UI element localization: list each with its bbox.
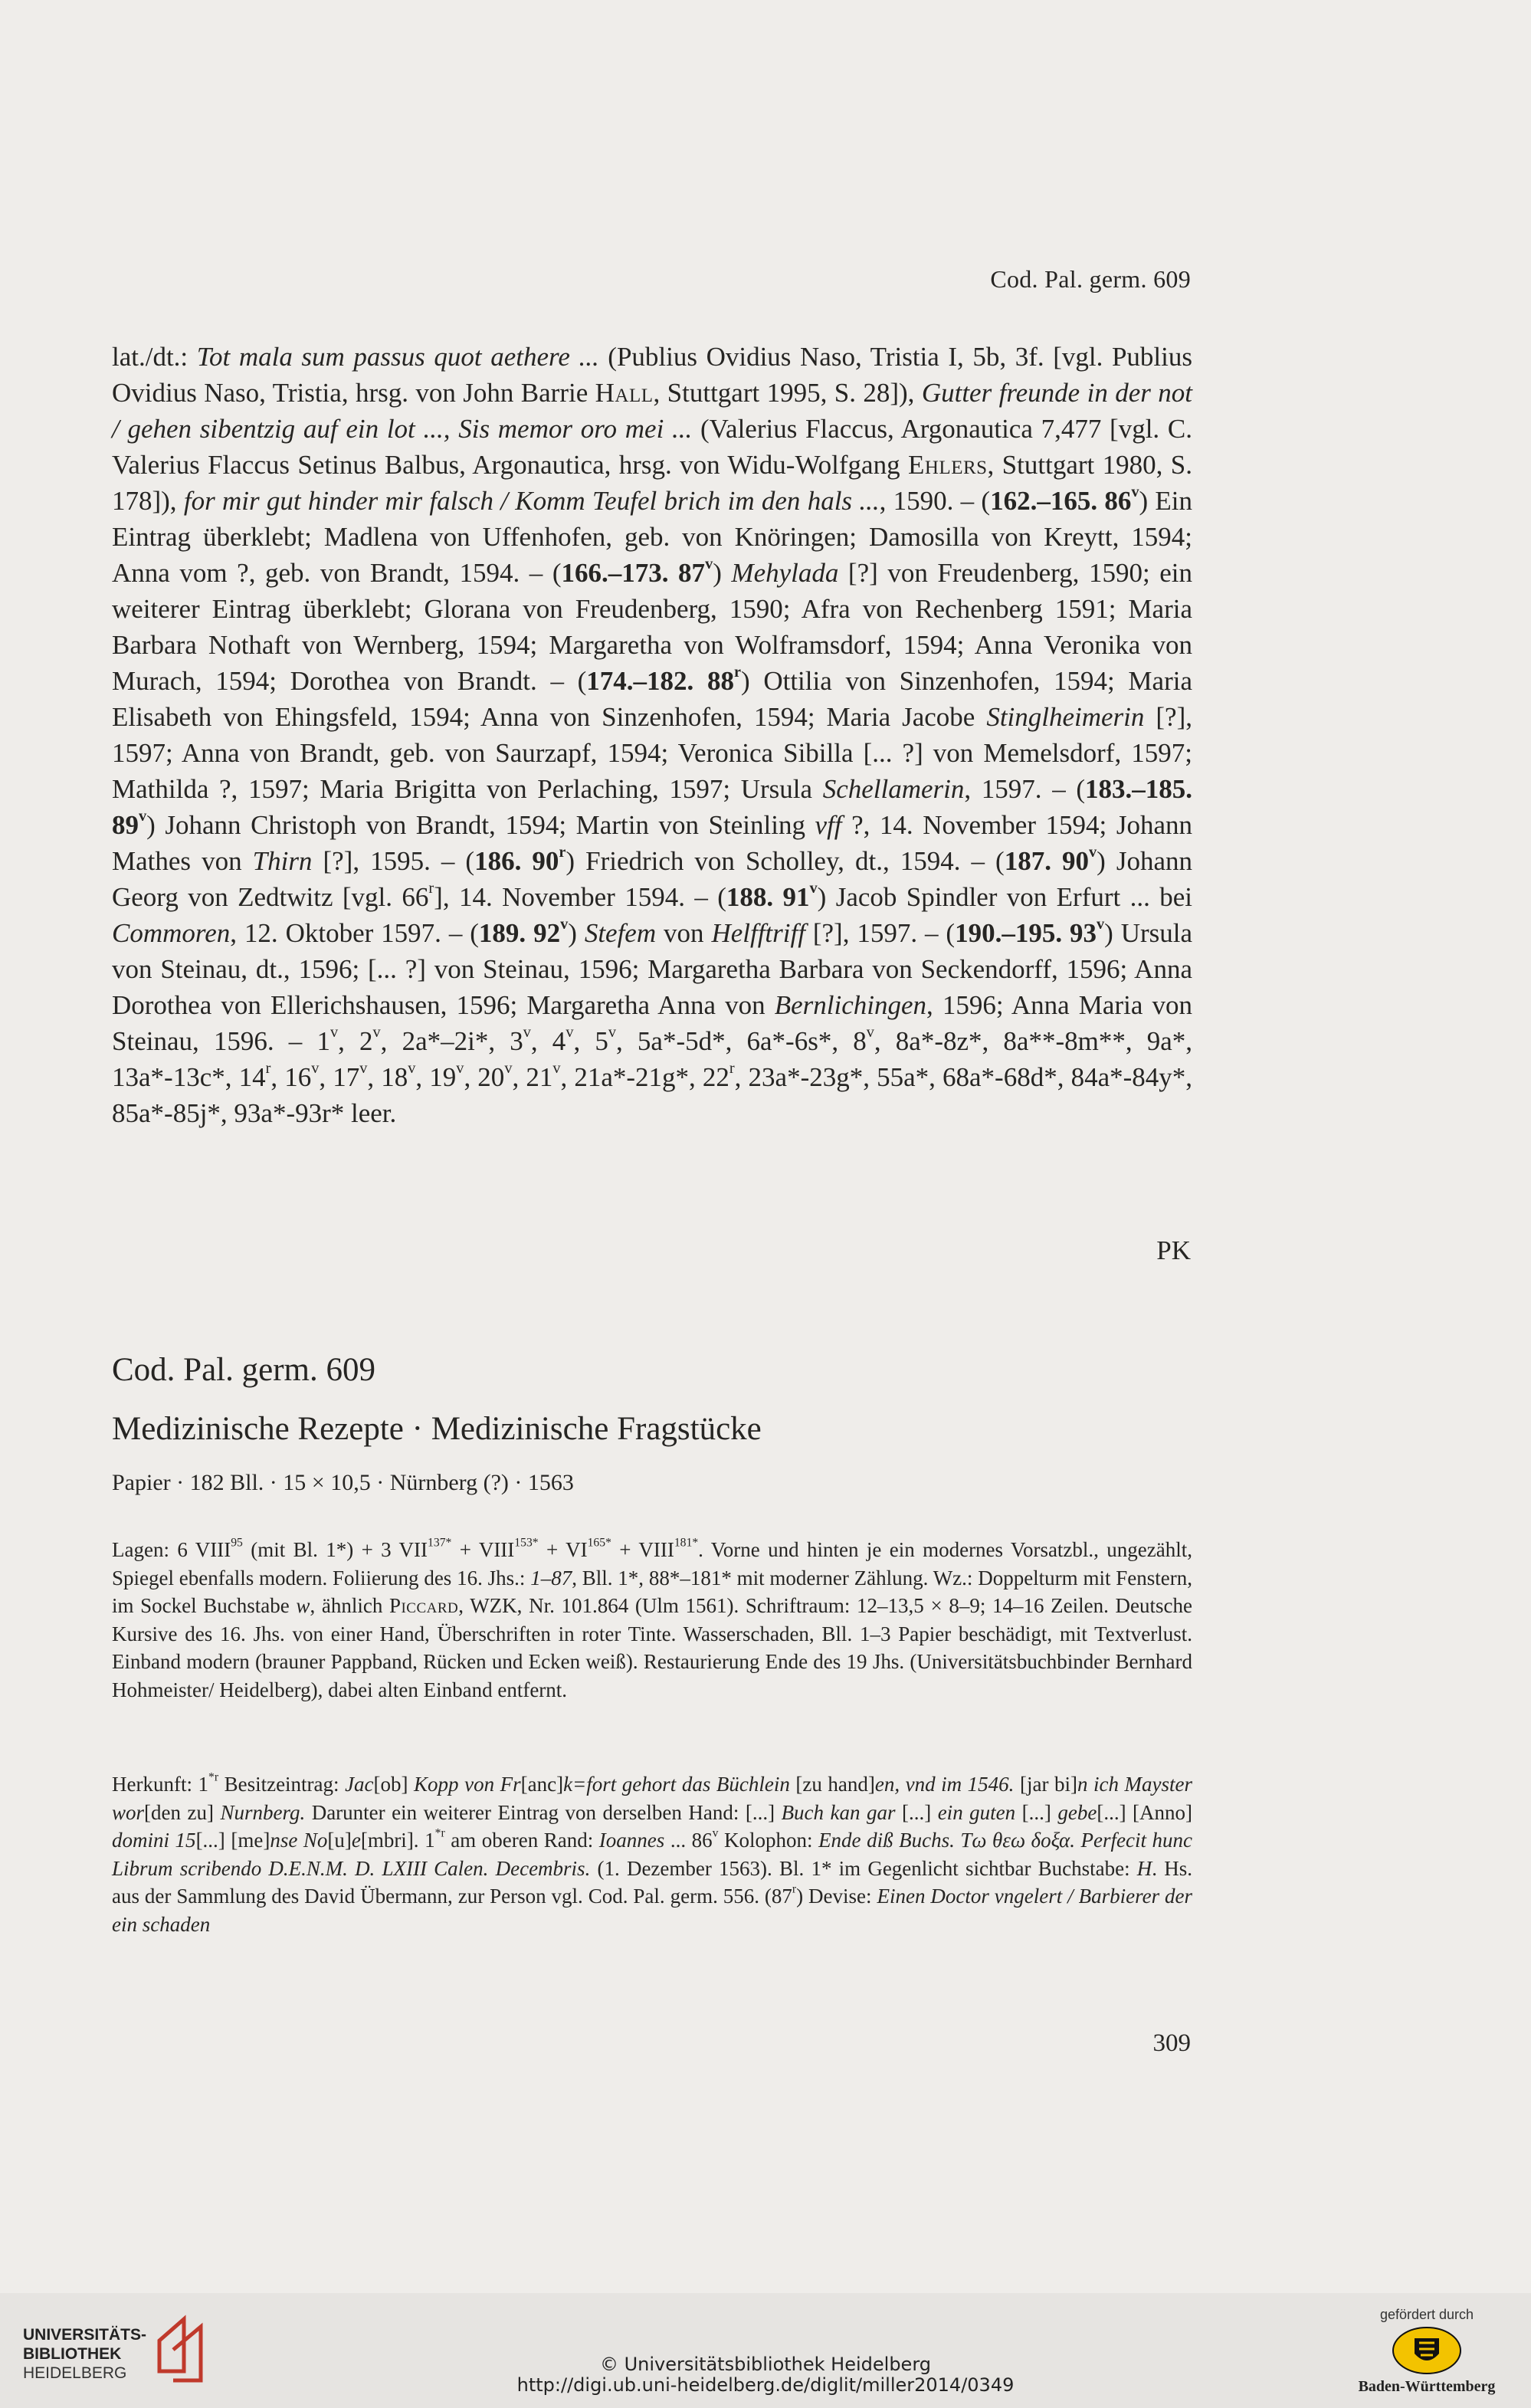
funded-by-label: gefördert durch bbox=[1379, 2307, 1474, 2322]
page-number: 309 bbox=[1152, 2029, 1191, 2057]
library-name-line2: BIBLIOTHEK bbox=[23, 2345, 122, 2363]
state-crest-icon bbox=[1392, 2326, 1462, 2375]
description-paragraph: Lagen: 6 VIII$^{95}$ (mit Bl. 1*) + 3 $VII^{137*}$ + $VIII^{153*} + VI^{165*}$ + $VIII^{181*}$. Vorne und hinten je ein modernes Vorsatzbl., ungezählt, Spiegel ebenfalls modern. Foliierung des 16. Jhs.: 1–87, Bll. 1*, 88*–181* mit moderner Zählung. Wz.: Doppelturm mit Fenstern, im Sockel Buchstabe w, ähnlich Piccard, WZK, Nr. 101.864 (Ulm 1561). Schriftraum: 12–13,5 × 8–9; 14–16 Zeilen. Deutsche Kursive des 16. Jhs. von einer Hand, Überschriften in roter Tinte. Wasserschaden, Bll. 1–3 Papier beschädigt, mit Textverlust. Einband modern (brauner Pappband, Rücken und Ecken weiß). Restaurierung Ende des 19 Jhs. (Universitätsbuchbinder Bernhard Hohmeister/ Heidelberg), dabei alten Einband entfernt. bbox=[112, 1536, 1192, 1701]
copyright-text: © Universitätsbibliothek Heidelberg bbox=[599, 2354, 931, 2375]
entry-signature: Cod. Pal. germ. 609 bbox=[112, 1352, 375, 1388]
running-title: Cod. Pal. germ. 609 bbox=[990, 265, 1191, 293]
library-name-line1: UNIVERSITÄTS- bbox=[23, 2326, 147, 2344]
library-name-line3: HEIDELBERG bbox=[23, 2364, 127, 2382]
entry-meta: Papier · 182 Bll. · 15 × 10,5 · Nürnberg (?) · 1563 bbox=[112, 1470, 574, 1495]
copyright-notice bbox=[0, 2354, 1531, 2396]
funding-logo bbox=[1350, 2307, 1503, 2396]
entry-title: Medizinische Rezepte · Medizinische Fragstücke bbox=[112, 1411, 762, 1447]
provenance-paragraph: Herkunft: 1$^{*r}$ Besitzeintrag: Jac[ob] Kopp von Fr[anc]k=fort gehort das Büchlein [zu hand]en, vnd im 1546. [jar bi]n ich Mayster wor[den zu] Nurnberg. Darunter ein weiterer Eintrag von derselben Hand: [...] Buch kan gar [...] ein guten [...] gebe[...] [Anno] domini 15[...] [me]nse No[u]e[mbri]. 1$^{*r}$ am oberen Rand: Ioannes ... 86$^v$ Kolophon: Ende diß Buchs. Τω θεω δοξα. Perfecit hunc Librum scribendo D.E.N.M. D. LXIII Calen. Decembris. (1. Dezember 1563). Bl. 1* im Gegenlicht sichtbar Buchstabe: H. Hs. aus der Sammlung des David Übermann, zur Person vgl. Cod. Pal. germ. 556. (87$^r$) Devise: Einen Doctor vngelert / Barbierer der ein schaden bbox=[112, 1770, 1193, 1936]
viewer-footer bbox=[0, 2293, 1531, 2408]
funder-name: Baden-Württemberg bbox=[1358, 2378, 1496, 2395]
previous-entry-paragraph: lat./dt.: Tot mala sum passus quot aethere ... (Publius Ovidius Naso, Tristia I, 5b, 3f. [vgl. Publius Ovidius Naso, Tristia, hrsg. von John Barrie Hall, Stuttgart 1995, S. 28]), Gutter freunde in der not / gehen sibentzig auf ein lot ..., Sis memor oro mei ... (Valerius Flaccus, Argonautica 7,477 [vgl. C. Valerius Flaccus Setinus Balbus, Argonautica, hrsg. von Widu-Wolfgang Ehlers, Stuttgart 1980, S. 178]), for mir gut hinder mir falsch / Komm Teufel brich im den hals ..., 1590. – (162.–165. 86$^v$) Ein Eintrag überklebt; Madlena von Uffenhofen, geb. von Knöringen; Damosilla von Kreytt, 1594; Anna vom ?, geb. von Brandt, 1594. – (166.–173. 87$^v$) Mehylada [?] von Freudenberg, 1590; ein weiterer Eintrag überklebt; Glorana von Freudenberg, 1590; Afra von Rechenberg 1591; Maria Barbara Nothaft von Wernberg, 1594; Margaretha von Wolframsdorf, 1594; Anna Veronika von Murach, 1594; Dorothea von Brandt. – (174.–182. 88$^r$) Ottilia von Sinzenhofen, 1594; Maria Elisabeth von Ehingsfeld, 1594; Anna von Sinzenhofen, 1594; Maria Jacobe Stinglheimerin [?], 1597; Anna von Brandt, geb. von Saurzapf, 1594; Veronica Sibilla [... ?] von Memelsdorf, 1597; Mathilda ?, 1597; Maria Brigitta von Perlaching, 1597; Ursula Schellamerin, 1597. – (183.–185. 89$^v$) Johann Christoph von Brandt, 1594; Martin von Steinling vff ?, 14. November 1594; Johann Mathes von Thirn [?], 1595. – (186. 90$^r$) Friedrich von Scholley, dt., 1594. – (187. 90$^v$) Johann Georg von Zedtwitz [vgl. 66$^r$], 14. November 1594. – (188. 91$^v$) Jacob Spindler von Erfurt ... bei Commoren, 12. Oktober 1597. – (189. 92$^v$) Stefem von Helfftriff [?], 1597. – (190.–195. 93$^v$) Ursula von Steinau, dt., 1596; [... ?] von Steinau, 1596; Margaretha Barbara von Seckendorff, 1596; Anna Dorothea von Ellerichshausen, 1596; Margaretha Anna von Bernlichingen, 1596; Anna Maria von Steinau, 1596. – 1$^v$, 2$^v$, 2a*–2i*, 3$^v$, 4$^v$, 5$^v$, 5a*-5d*, 6a*-6s*, 8$^v$, 8a*-8z*, 8a**-8m**, 9a*, 13a*-13c*, 14$^r$, 16$^v$, 17$^v$, 18$^v$, 19$^v$, 20$^v$, 21$^v$, 21a*-21g*, 22$^r$, 23a*-23g*, 55a*, 68a*-68d*, 84a*-84y*, 85a*-85j*, 93a*-93r* leer. bbox=[112, 342, 1193, 1128]
previous-entry-text bbox=[112, 339, 1192, 1131]
permalink[interactable]: http://digi.ub.uni-heidelberg.de/diglit/miller2014/0349 bbox=[516, 2374, 1015, 2396]
entry-provenance bbox=[112, 1770, 1192, 1938]
entry-description bbox=[112, 1536, 1192, 1704]
author-initials: PK bbox=[1156, 1235, 1191, 1265]
